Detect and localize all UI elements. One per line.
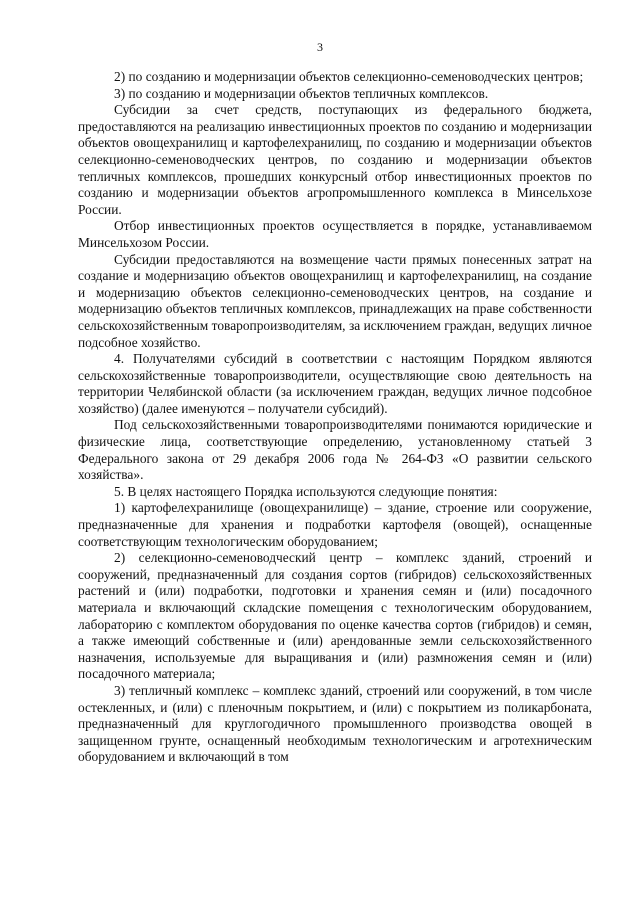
paragraph-project-selection: Отбор инвестиционных проектов осуществляется в порядке, устанавливаемом Минсельхозом России. [78, 218, 592, 250]
paragraph-section-4-recipients: 4. Получателями субсидий в соответствии с настоящим Порядком являются сельскохозяйственные товаропроизводители, осуществляющие свою деятельность на территории Челябинской области (за исключением граждан, ведущих личное подсобное хозяйство) (далее именуются – получатели субсидий). [78, 351, 592, 416]
paragraph-term-breeding-center: 2) селекционно-семеноводческий центр – комплекс зданий, строений и сооружений, предназначенный для создания сортов (гибридов) сельскохозяйственных растений и (или) подработки, подготовки и хранения семян и (или) посадочного материала и включающий складские помещения с технологическим оборудованием, лабораторию с комплектом оборудования по оценке качества сортов (гибридов) и семян, а также имеющий собственные и (или) арендованные земли сельскохозяйственного назначения, используемые для выращивания и (или) размножения семян и (или) посадочного материала; [78, 550, 592, 682]
paragraph-item-3-greenhouses: 3) по созданию и модернизации объектов тепличных комплексов. [114, 85, 489, 101]
page-number: 3 [317, 40, 323, 54]
paragraph-section-5-terms: 5. В целях настоящего Порядка используются следующие понятия: [114, 483, 498, 499]
paragraph-item-2-centers: 2) по созданию и модернизации объектов селекционно-семеноводческих центров; [114, 69, 584, 84]
paragraph-term-greenhouse-complex: 3) тепличный комплекс – комплекс зданий, строений или сооружений, в том числе остекленных, и (или) с пленочным покрытием, и (или) с покрытием из поликарбоната, предназначенный для круглогодичного промышленного производства овощей в защищенном грунте, оснащенный необходимым технологическим и агротехническим оборудованием и включающий в том [78, 682, 592, 765]
paragraph-producers-definition: Под сельскохозяйственными товаропроизводителями понимаются юридические и физические лица, соответствующие определению, установленному статьей 3 Федерального закона от 29 декабря 2006 года № 264-ФЗ «О развитии сельского хозяйства». [78, 417, 592, 483]
paragraph-federal-subsidies: Субсидии за счет средств, поступающих из федерального бюджета, предоставляются на реализацию инвестиционных проектов по созданию и модернизации объектов овощехранилищ и картофелехранилищ, по созданию и модернизации объектов селекционно-семеноводческих центров, по созданию и модернизации объектов тепличных комплексов, прошедших конкурсный отбор инвестиционных проектов по созданию и модернизации объектов агропромышленного комплекса в Минсельхозе России. [78, 102, 592, 217]
paragraph-term-potato-storage: 1) картофелехранилище (овощехранилище) – здание, строение или сооружение, предназначенные для хранения и подработки картофеля (овощей), оснащенные соответствующим технологическим оборудованием; [78, 500, 592, 549]
document-body [78, 69, 592, 766]
paragraph-cost-reimbursement: Субсидии предоставляются на возмещение части прямых понесенных затрат на создание и модернизацию объектов овощехранилищ и картофелехранилищ, на создание и модернизацию объектов селекционно-семеноводческих центров, на создание и модернизацию объектов тепличных комплексов, принадлежащих на праве собственности сельскохозяйственным товаропроизводителям, за исключением граждан, ведущих личное подсобное хозяйство. [78, 251, 592, 350]
